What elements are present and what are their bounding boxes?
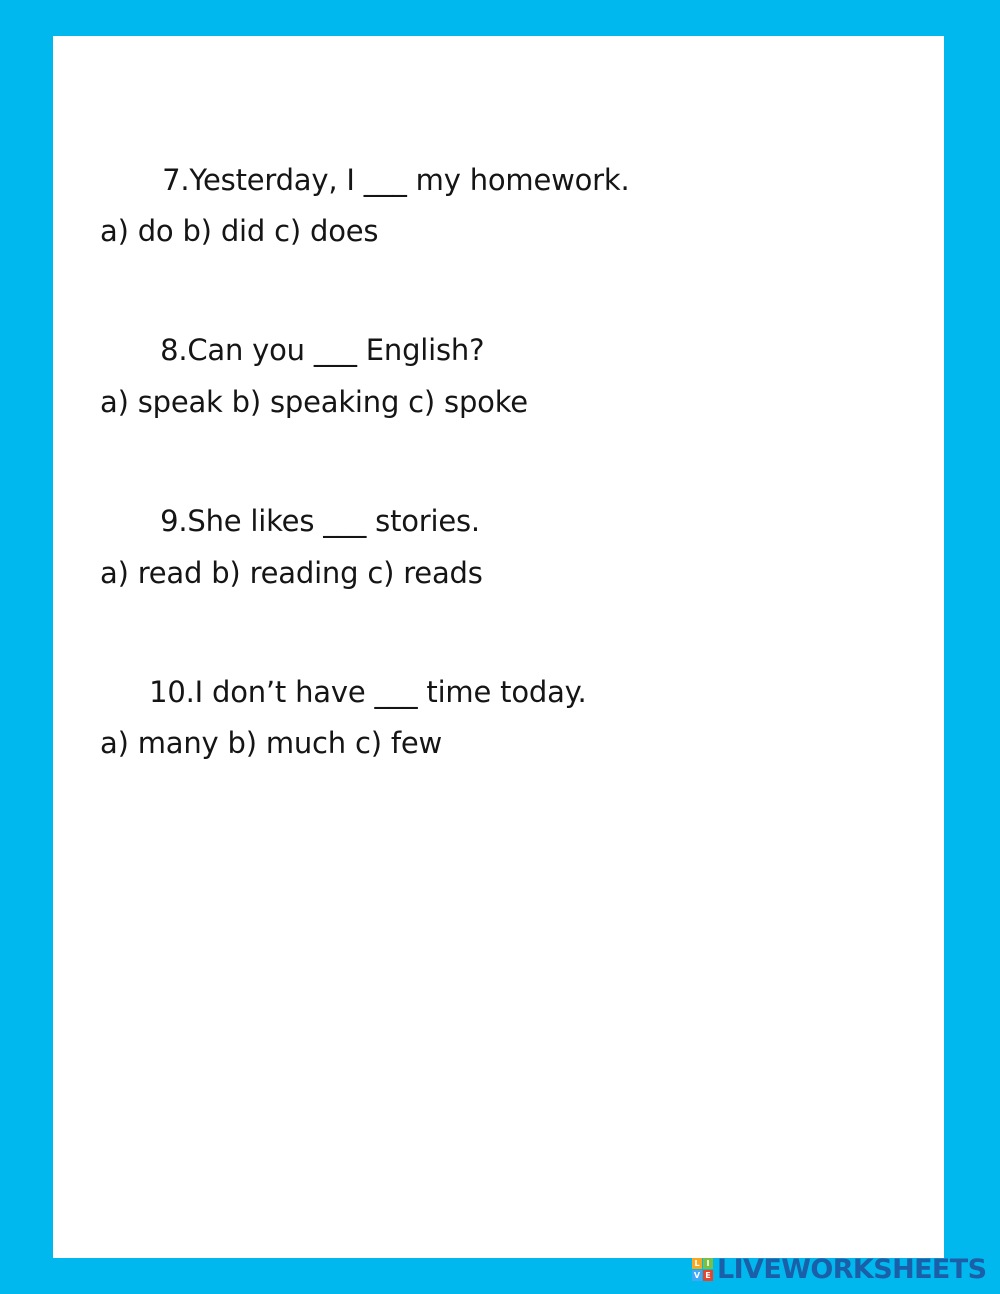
worksheet-page <box>53 36 944 1258</box>
logo-mark-square: I <box>703 1258 713 1269</box>
answer-options-8: a) speak b) speaking c) spoke <box>100 385 528 419</box>
answer-options-10: a) many b) much c) few <box>100 726 443 760</box>
question-number: 8. <box>160 333 188 367</box>
answer-options-9: a) read b) reading c) reads <box>100 556 483 590</box>
liveworksheets-logo-icon <box>692 1258 714 1282</box>
answer-options-7: a) do b) did c) does <box>100 214 379 248</box>
question-number: 10. <box>149 675 195 709</box>
logo-mark-square: L <box>692 1258 702 1269</box>
logo-mark-square: E <box>703 1270 713 1281</box>
question-text: Yesterday, I ___ my homework. <box>189 163 630 197</box>
logo-text: LIVEWORKSHEETS <box>717 1254 987 1285</box>
question-text: Can you ___ English? <box>187 333 485 367</box>
liveworksheets-logo <box>692 1255 986 1285</box>
question-text: I don’t have ___ time today. <box>194 675 587 709</box>
logo-mark-square: V <box>693 1271 701 1280</box>
question-number: 9. <box>160 504 188 538</box>
question-number: 7. <box>162 163 190 197</box>
question-text: She likes ___ stories. <box>187 504 480 538</box>
